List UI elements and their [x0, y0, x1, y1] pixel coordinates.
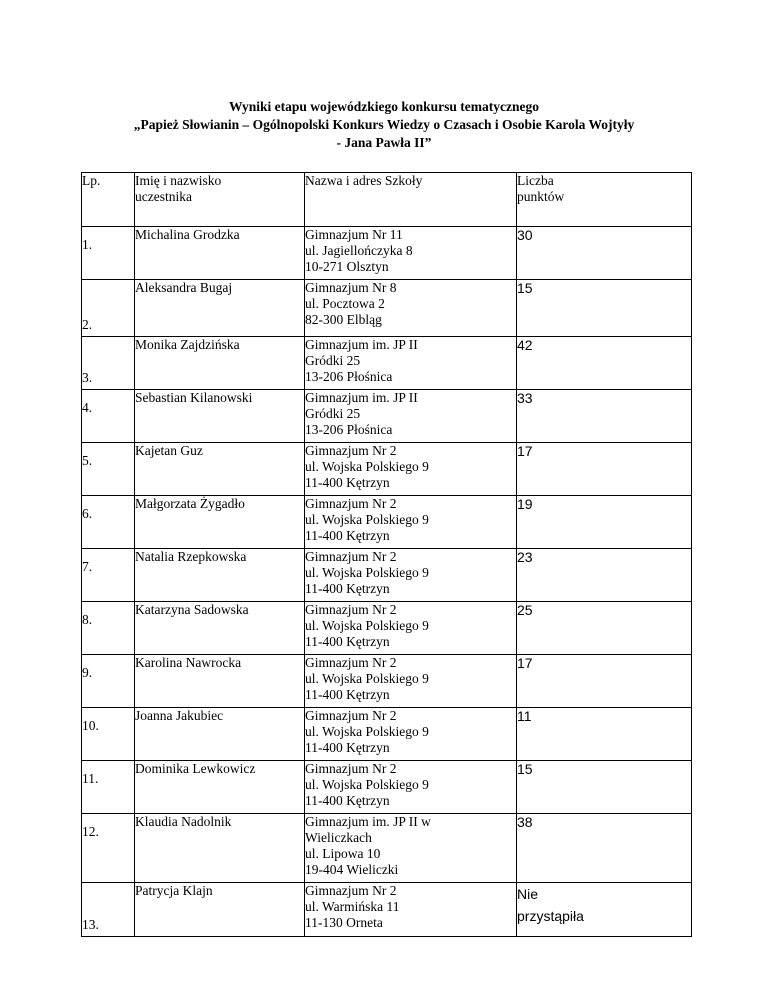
row-lp: 4. [82, 390, 135, 443]
school-line: Gimnazjum Nr 2 [305, 708, 397, 723]
school-line: Gimnazjum Nr 2 [305, 883, 397, 898]
row-points: 38 [517, 814, 692, 883]
school-line: Gimnazjum im. JP II w [305, 814, 431, 829]
school-line: 19-404 Wieliczki [305, 862, 399, 877]
document-title [0, 98, 768, 152]
row-lp: 7. [82, 549, 135, 602]
school-line: ul. Lipowa 10 [305, 846, 381, 861]
school-line: ul. Wojska Polskiego 9 [305, 459, 429, 474]
row-lp: 8. [82, 602, 135, 655]
school-line: Gródki 25 [305, 353, 361, 368]
row-school [305, 549, 517, 602]
row-points: 15 [517, 761, 692, 814]
header-points-line-1: Liczba [517, 173, 554, 188]
row-lp: 5. [82, 443, 135, 496]
table-row [82, 708, 692, 761]
school-line: ul. Wojska Polskiego 9 [305, 777, 429, 792]
row-points: 23 [517, 549, 692, 602]
table-row [82, 443, 692, 496]
header-points [517, 173, 692, 227]
school-line: Gimnazjum Nr 2 [305, 496, 397, 511]
school-line: 11-400 Kętrzyn [305, 793, 390, 808]
row-school [305, 655, 517, 708]
row-lp: 1. [82, 227, 135, 280]
school-line: Gimnazjum Nr 2 [305, 655, 397, 670]
row-points: 25 [517, 602, 692, 655]
row-points: 11 [517, 708, 692, 761]
results-table [81, 172, 692, 937]
table-row [82, 496, 692, 549]
school-line: 10-271 Olsztyn [305, 259, 389, 274]
school-line: ul. Jagiellończyka 8 [305, 243, 413, 258]
school-line: 11-400 Kętrzyn [305, 687, 390, 702]
row-school [305, 443, 517, 496]
row-points: 17 [517, 443, 692, 496]
table-row [82, 814, 692, 883]
row-points: 42 [517, 337, 692, 390]
header-name-line-2: uczestnika [135, 189, 192, 204]
row-school [305, 337, 517, 390]
header-name [135, 173, 305, 227]
school-line: 11-130 Orneta [305, 915, 383, 930]
school-line: Gródki 25 [305, 406, 361, 421]
school-line: 13-206 Płośnica [305, 369, 393, 384]
row-name: Kajetan Guz [135, 443, 305, 496]
row-points: 17 [517, 655, 692, 708]
table-row [82, 549, 692, 602]
table-row [82, 337, 692, 390]
row-school [305, 814, 517, 883]
school-line: ul. Wojska Polskiego 9 [305, 618, 429, 633]
row-lp: 12. [82, 814, 135, 883]
row-points: 33 [517, 390, 692, 443]
row-name: Patrycja Klajn [135, 883, 305, 937]
table-row [82, 280, 692, 337]
school-line: Gimnazjum Nr 2 [305, 549, 397, 564]
table-row [82, 655, 692, 708]
school-line: 82-300 Elbląg [305, 312, 382, 327]
row-lp: 3. [82, 337, 135, 390]
school-line: Gimnazjum Nr 2 [305, 602, 397, 617]
row-lp: 10. [82, 708, 135, 761]
row-name: Katarzyna Sadowska [135, 602, 305, 655]
school-line: ul. Wojska Polskiego 9 [305, 565, 429, 580]
school-line: ul. Wojska Polskiego 9 [305, 724, 429, 739]
row-school [305, 390, 517, 443]
header-name-line-1: Imię i nazwisko [135, 173, 222, 188]
school-line: Gimnazjum im. JP II [305, 337, 418, 352]
row-points [517, 883, 692, 937]
points-line: Nie [517, 886, 539, 902]
school-line: 11-400 Kętrzyn [305, 528, 390, 543]
row-school [305, 883, 517, 937]
table-row [82, 883, 692, 937]
row-name: Małgorzata Żygadło [135, 496, 305, 549]
points-line: przystąpiła [517, 908, 584, 924]
header-points-line-2: punktów [517, 189, 565, 204]
school-line: Wieliczkach [305, 830, 372, 845]
school-line: ul. Warmińska 11 [305, 899, 400, 914]
row-name: Natalia Rzepkowska [135, 549, 305, 602]
row-lp: 6. [82, 496, 135, 549]
school-line: ul. Pocztowa 2 [305, 296, 385, 311]
row-school [305, 761, 517, 814]
school-line: Gimnazjum im. JP II [305, 390, 418, 405]
row-name: Joanna Jakubiec [135, 708, 305, 761]
school-line: Gimnazjum Nr 8 [305, 280, 397, 295]
table-row [82, 227, 692, 280]
header-lp: Lp. [82, 173, 135, 227]
row-school [305, 227, 517, 280]
row-name: Karolina Nawrocka [135, 655, 305, 708]
school-line: 11-400 Kętrzyn [305, 740, 390, 755]
row-lp: 9. [82, 655, 135, 708]
row-school [305, 602, 517, 655]
school-line: 11-400 Kętrzyn [305, 475, 390, 490]
header-school: Nazwa i adres Szkoły [305, 173, 517, 227]
title-line-2: „Papież Słowianin – Ogólnopolski Konkurs Wiedzy o Czasach i Osobie Karola Wojtyły [133, 117, 635, 132]
row-name: Monika Zajdzińska [135, 337, 305, 390]
row-name: Aleksandra Bugaj [135, 280, 305, 337]
school-line: 13-206 Płośnica [305, 422, 393, 437]
row-lp: 11. [82, 761, 135, 814]
row-points: 30 [517, 227, 692, 280]
table-header-row [82, 173, 692, 227]
row-name: Klaudia Nadolnik [135, 814, 305, 883]
row-name: Sebastian Kilanowski [135, 390, 305, 443]
school-line: Gimnazjum Nr 11 [305, 227, 403, 242]
school-line: ul. Wojska Polskiego 9 [305, 671, 429, 686]
row-name: Dominika Lewkowicz [135, 761, 305, 814]
school-line: 11-400 Kętrzyn [305, 581, 390, 596]
row-lp: 13. [82, 883, 135, 937]
school-line: 11-400 Kętrzyn [305, 634, 390, 649]
school-line: Gimnazjum Nr 2 [305, 443, 397, 458]
row-school [305, 708, 517, 761]
row-points: 15 [517, 280, 692, 337]
table-row [82, 390, 692, 443]
table-row [82, 602, 692, 655]
row-name: Michalina Grodzka [135, 227, 305, 280]
row-points: 19 [517, 496, 692, 549]
title-line-3: - Jana Pawła II” [336, 135, 432, 150]
school-line: ul. Wojska Polskiego 9 [305, 512, 429, 527]
row-school [305, 496, 517, 549]
table-row [82, 761, 692, 814]
title-line-1: Wyniki etapu wojewódzkiego konkursu tematycznego [228, 99, 539, 114]
row-lp: 2. [82, 280, 135, 337]
school-line: Gimnazjum Nr 2 [305, 761, 397, 776]
row-school [305, 280, 517, 337]
